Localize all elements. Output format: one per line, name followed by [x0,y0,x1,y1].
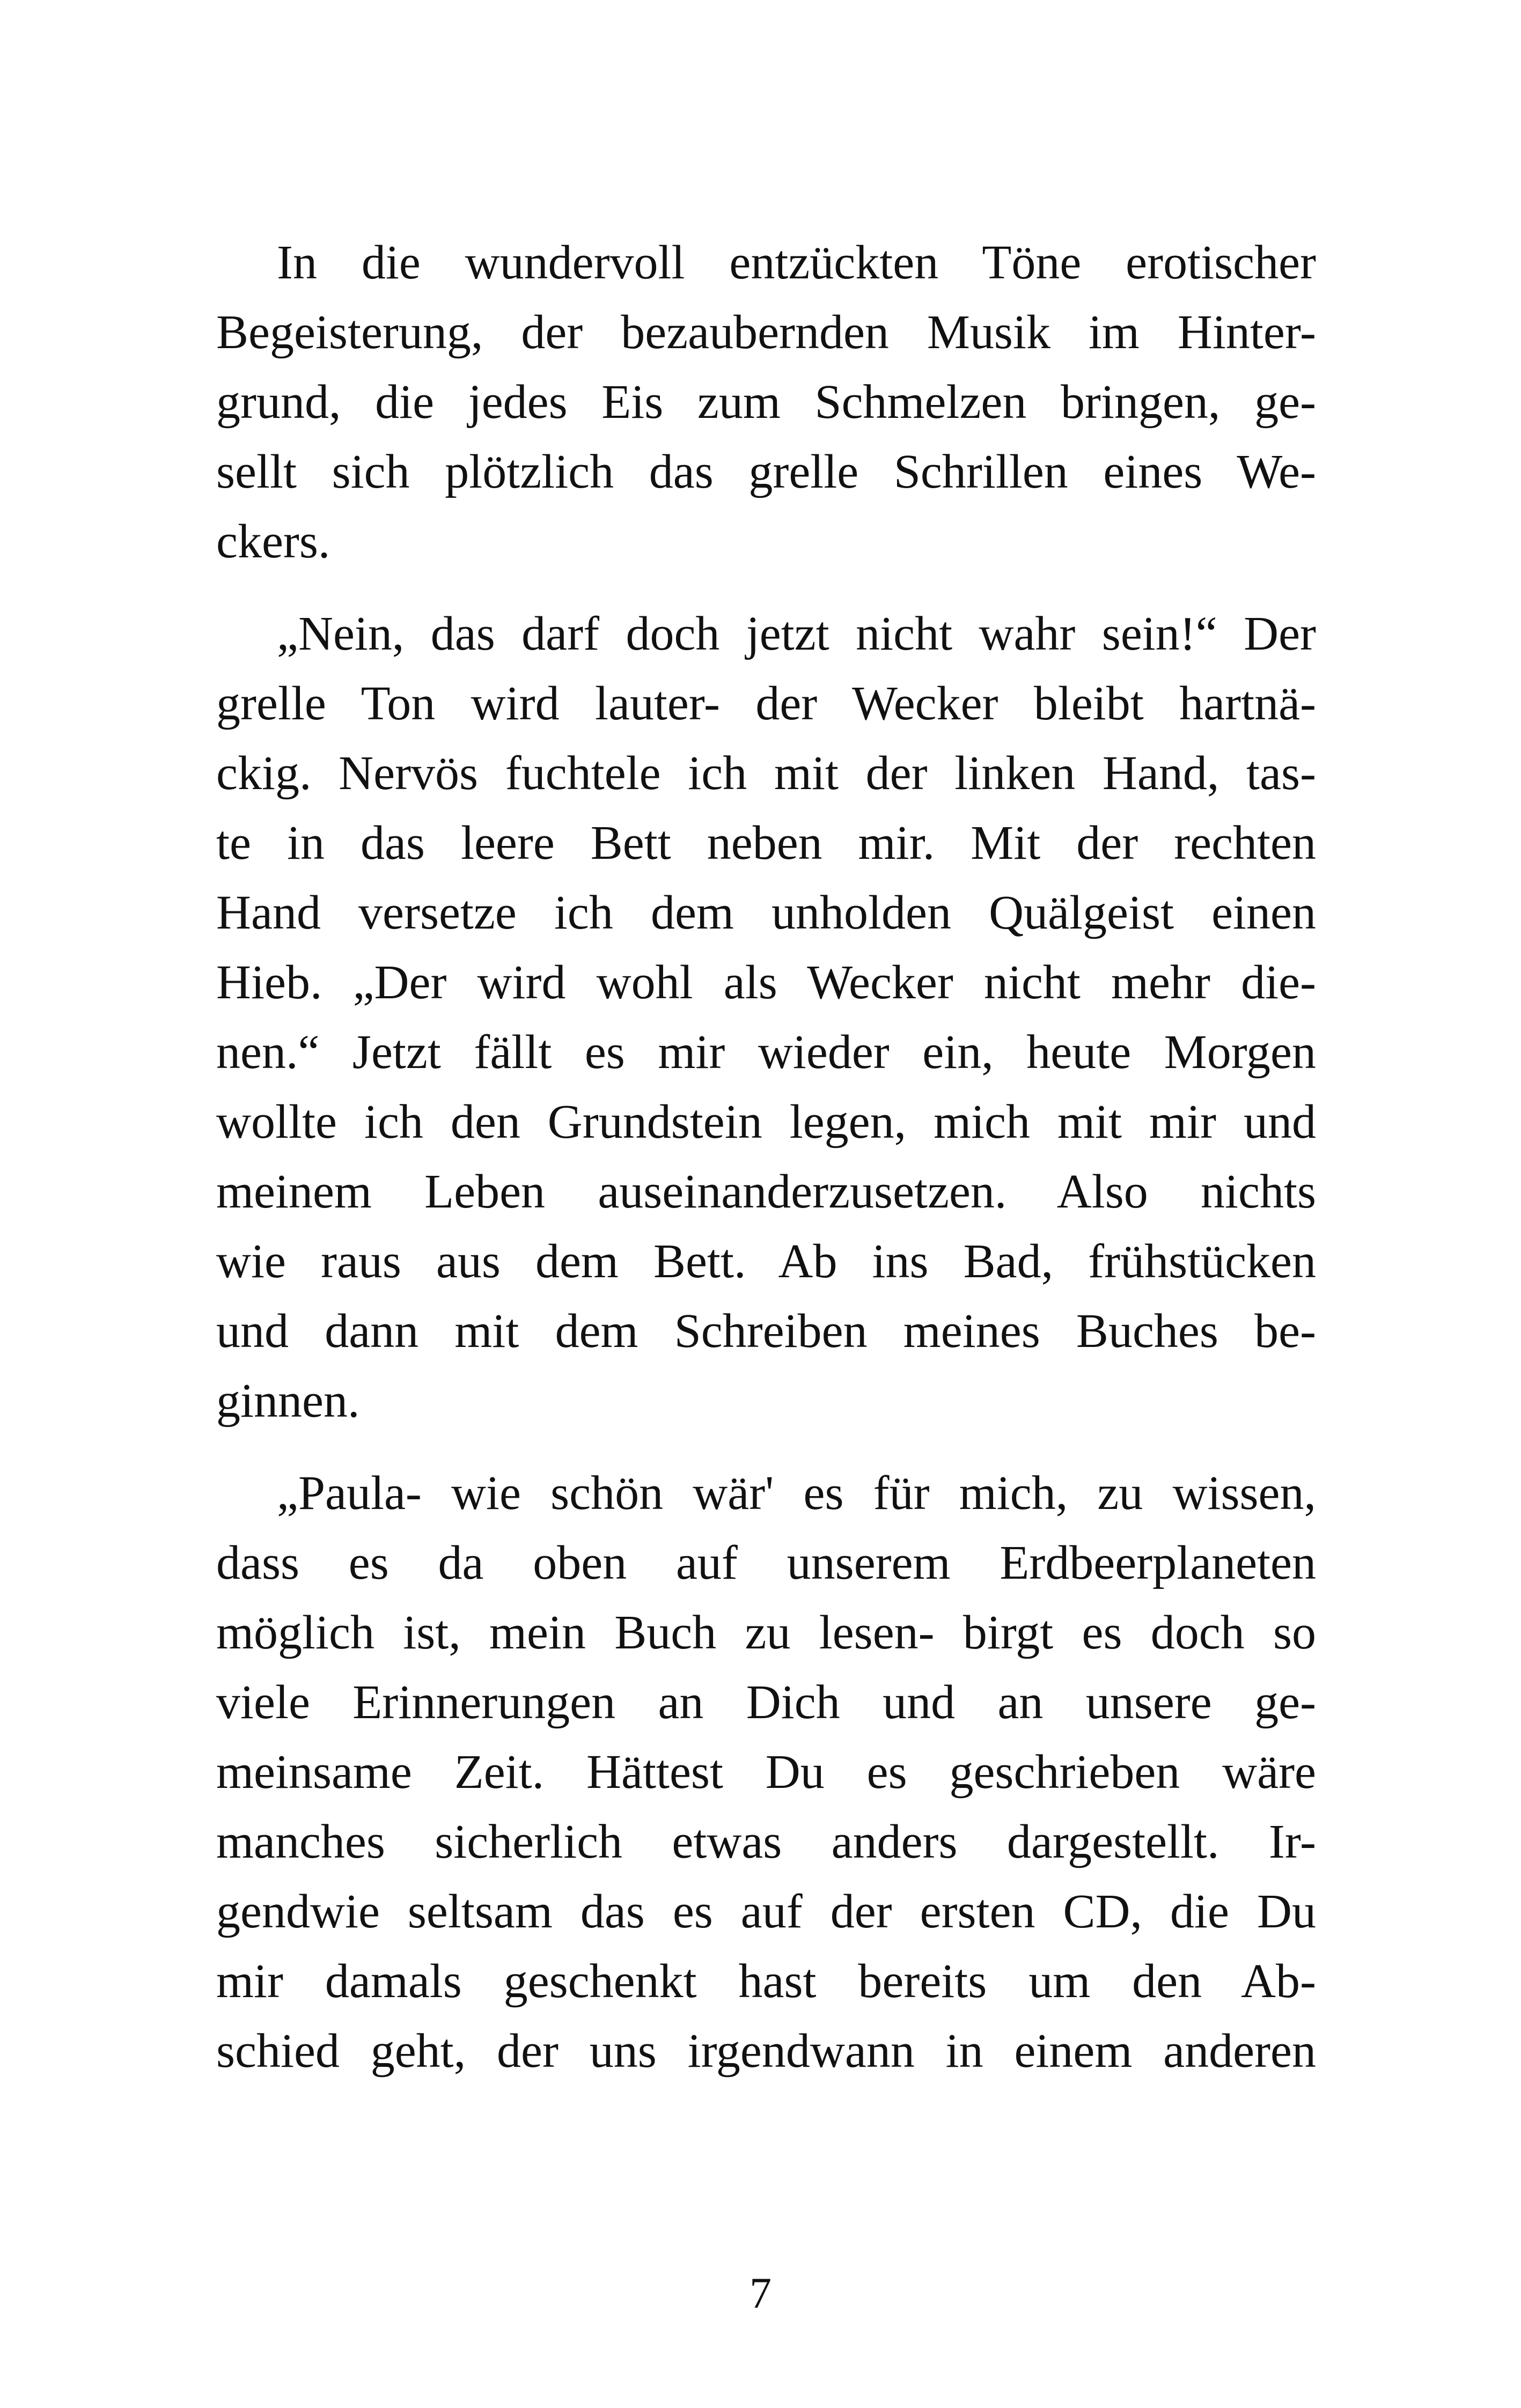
paragraph-3 [216,1459,1316,2086]
text-line: meinem Leben auseinanderzusetzen. Also nichts [216,1165,1316,1218]
text-line: möglich ist, mein Buch zu lesen- birgt es doch so [216,1606,1316,1659]
text-line: Hieb. „Der wird wohl als Wecker nicht mehr die- [216,956,1316,1009]
text-line: nen.“ Jetzt fällt es mir wieder ein, heute Morgen [216,1026,1316,1079]
text-line: Begeisterung, der bezaubernden Musik im Hinter- [216,306,1316,359]
text-line: und dann mit dem Schreiben meines Buches be- [216,1305,1316,1358]
body-text [216,228,1316,2109]
text-line: wie raus aus dem Bett. Ab ins Bad, frühstücken [216,1235,1316,1288]
paragraph-2 [216,599,1316,1436]
text-line: „Paula- wie schön wär' es für mich, zu wissen, [277,1467,1316,1520]
text-line: dass es da oben auf unserem Erdbeerplaneten [216,1536,1316,1589]
text-line: grund, die jedes Eis zum Schmelzen bringen, ge- [216,375,1316,429]
text-line: Hand versetze ich dem unholden Quälgeist einen [216,886,1316,939]
paragraph-1 [216,228,1316,577]
text-line: meinsame Zeit. Hättest Du es geschrieben wäre [216,1746,1316,1799]
page-number: 7 [750,2269,771,2317]
text-line: sellt sich plötzlich das grelle Schrillen eines We- [216,445,1316,498]
text-line: te in das leere Bett neben mir. Mit der rechten [216,816,1316,870]
text-line: manches sicherlich etwas anders dargestellt. Ir- [216,1815,1316,1868]
text-line: grelle Ton wird lauter- der Wecker bleibt hartnä- [216,677,1316,730]
text-line: wollte ich den Grundstein legen, mich mit mir und [216,1095,1316,1148]
text-line: ckig. Nervös fuchtele ich mit der linken Hand, tas- [216,747,1316,800]
text-line: In die wundervoll entzückten Töne erotischer [277,236,1316,289]
text-line: „Nein, das darf doch jetzt nicht wahr sein!“ Der [277,607,1316,660]
text-line: mir damals geschenkt hast bereits um den Ab- [216,1955,1316,2008]
text-line: viele Erinnerungen an Dich und an unsere ge- [216,1676,1316,1729]
text-line: ginnen. [216,1374,360,1427]
text-line: ckers. [216,515,330,568]
text-line: schied geht, der uns irgendwann in einem anderen [216,2024,1316,2078]
text-line: gendwie seltsam das es auf der ersten CD, die Du [216,1885,1316,1938]
